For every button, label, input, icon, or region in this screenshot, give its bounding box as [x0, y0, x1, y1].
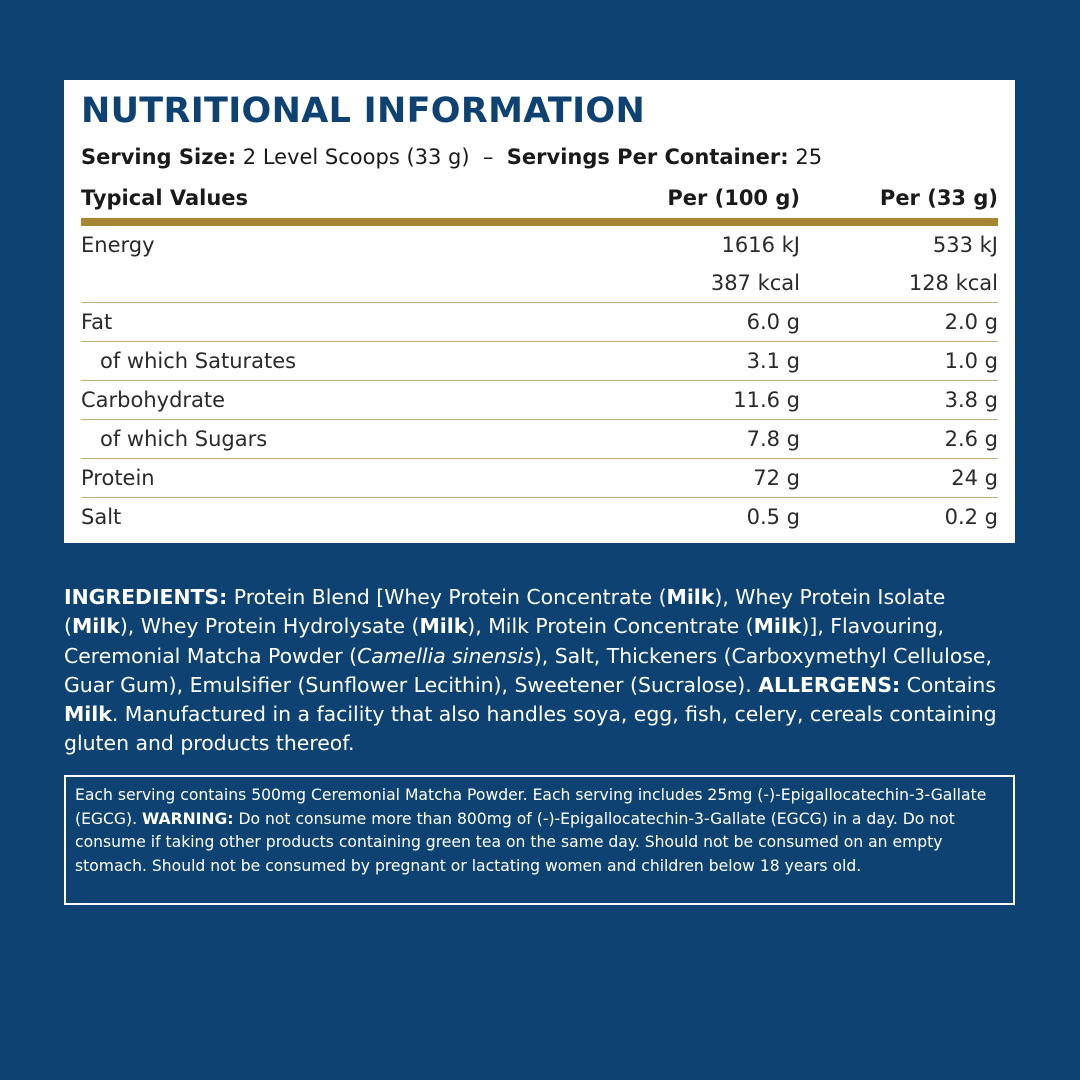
- row-value-per-100g: 6.0 g: [746, 310, 800, 334]
- ingredients-fragment: )], Flavouring, Ceremonial Matcha Powder (: [64, 614, 945, 668]
- row-value-per-100g: 3.1 g: [746, 349, 800, 373]
- nutrition-panel: [64, 80, 1015, 543]
- warning-fragment: Each serving contains 500mg Ceremonial Matcha Powder. Each serving includes 25mg (-)-Epigallocatechin-3-Gallate (EGCG).: [75, 786, 987, 828]
- row-label: Carbohydrate: [81, 388, 226, 412]
- row-value-per-100g: 11.6 g: [733, 388, 800, 412]
- ingredients-fragment: Protein Blend [Whey Protein Concentrate (: [227, 585, 667, 609]
- serving-info: [81, 142, 822, 172]
- row-label: Fat: [81, 310, 113, 334]
- latin-name: Camellia sinensis: [357, 643, 534, 668]
- allergen-milk: Milk: [71, 614, 120, 639]
- nutrition-table: [81, 178, 998, 536]
- warning-fragment: Do not consume more than 800mg of (-)-Epigallocatechin-3-Gallate (EGCG) in a day. Do not consume if taking other products containing green tea on the same day. Should not be consumed on an empty stomach. Should not be consumed by pregnant or lactating women and children below 18 years old.: [75, 809, 955, 875]
- allergen-milk: Milk: [419, 614, 468, 639]
- column-header-typical-values: Typical Values: [81, 186, 249, 210]
- warning-label: WARNING:: [142, 809, 234, 828]
- row-value-per-33g: 128 kcal: [908, 271, 998, 295]
- row-value-per-33g: 3.8 g: [944, 388, 998, 412]
- table-row: [81, 498, 998, 536]
- column-header-per-100g: Per (100 g): [667, 186, 800, 210]
- ingredients-text: [64, 583, 1009, 759]
- allergen-milk: Milk: [64, 702, 112, 727]
- nutrition-title: NUTRITIONAL INFORMATION: [81, 91, 646, 131]
- row-value-per-33g: 1.0 g: [944, 349, 998, 373]
- ingredients-fragment: ), Salt, Thickeners (Carboxymethyl Cellulose, Guar Gum), Emulsifier (Sunflower Lecithin), Sweetener (Sucralose).: [64, 643, 992, 697]
- table-row: [81, 303, 998, 342]
- servings-per-container-label: Servings Per Container:: [506, 145, 789, 169]
- warning-box: [64, 775, 1015, 905]
- row-value-per-33g: 0.2 g: [944, 505, 998, 529]
- table-row: [81, 381, 998, 420]
- row-label: of which Sugars: [100, 427, 268, 451]
- table-row: [81, 264, 998, 303]
- allergen-milk: Milk: [753, 614, 802, 639]
- table-row: [81, 459, 998, 498]
- table-row: [81, 342, 998, 381]
- table-row: [81, 226, 998, 264]
- serving-size-label: Serving Size:: [81, 145, 237, 169]
- row-label: Protein: [81, 466, 155, 490]
- row-value-per-33g: 24 g: [951, 466, 998, 490]
- row-value-per-100g: 387 kcal: [710, 271, 800, 295]
- allergens-label: ALLERGENS:: [758, 672, 901, 697]
- serving-size-value: 2 Level Scoops (33 g): [242, 145, 470, 169]
- serving-separator: –: [482, 145, 494, 169]
- row-label: Salt: [81, 505, 122, 529]
- ingredients-label: INGREDIENTS:: [64, 585, 228, 609]
- row-value-per-33g: 2.6 g: [944, 427, 998, 451]
- ingredients-fragment: ), Whey Protein Isolate (: [64, 585, 946, 639]
- ingredients-fragment: ), Whey Protein Hydrolysate (: [119, 614, 420, 639]
- row-label: Energy: [81, 233, 155, 257]
- allergen-milk: Milk: [666, 585, 715, 609]
- servings-per-container-value: 25: [795, 145, 823, 169]
- row-value-per-100g: 0.5 g: [746, 505, 800, 529]
- ingredients-fragment: ), Milk Protein Concentrate (: [467, 614, 754, 639]
- row-value-per-100g: 72 g: [753, 466, 800, 490]
- ingredients-fragment: Contains: [900, 672, 996, 697]
- row-value-per-100g: 7.8 g: [746, 427, 800, 451]
- row-value-per-100g: 1616 kJ: [721, 233, 800, 257]
- row-label: of which Saturates: [100, 349, 297, 373]
- table-row: [81, 420, 998, 459]
- table-header: [81, 178, 998, 226]
- ingredients-fragment: . Manufactured in a facility that also handles soya, egg, fish, celery, cereals containing gluten and products thereof.: [64, 702, 997, 756]
- row-value-per-33g: 533 kJ: [932, 233, 998, 257]
- row-value-per-33g: 2.0 g: [944, 310, 998, 334]
- column-header-per-33g: Per (33 g): [879, 186, 998, 210]
